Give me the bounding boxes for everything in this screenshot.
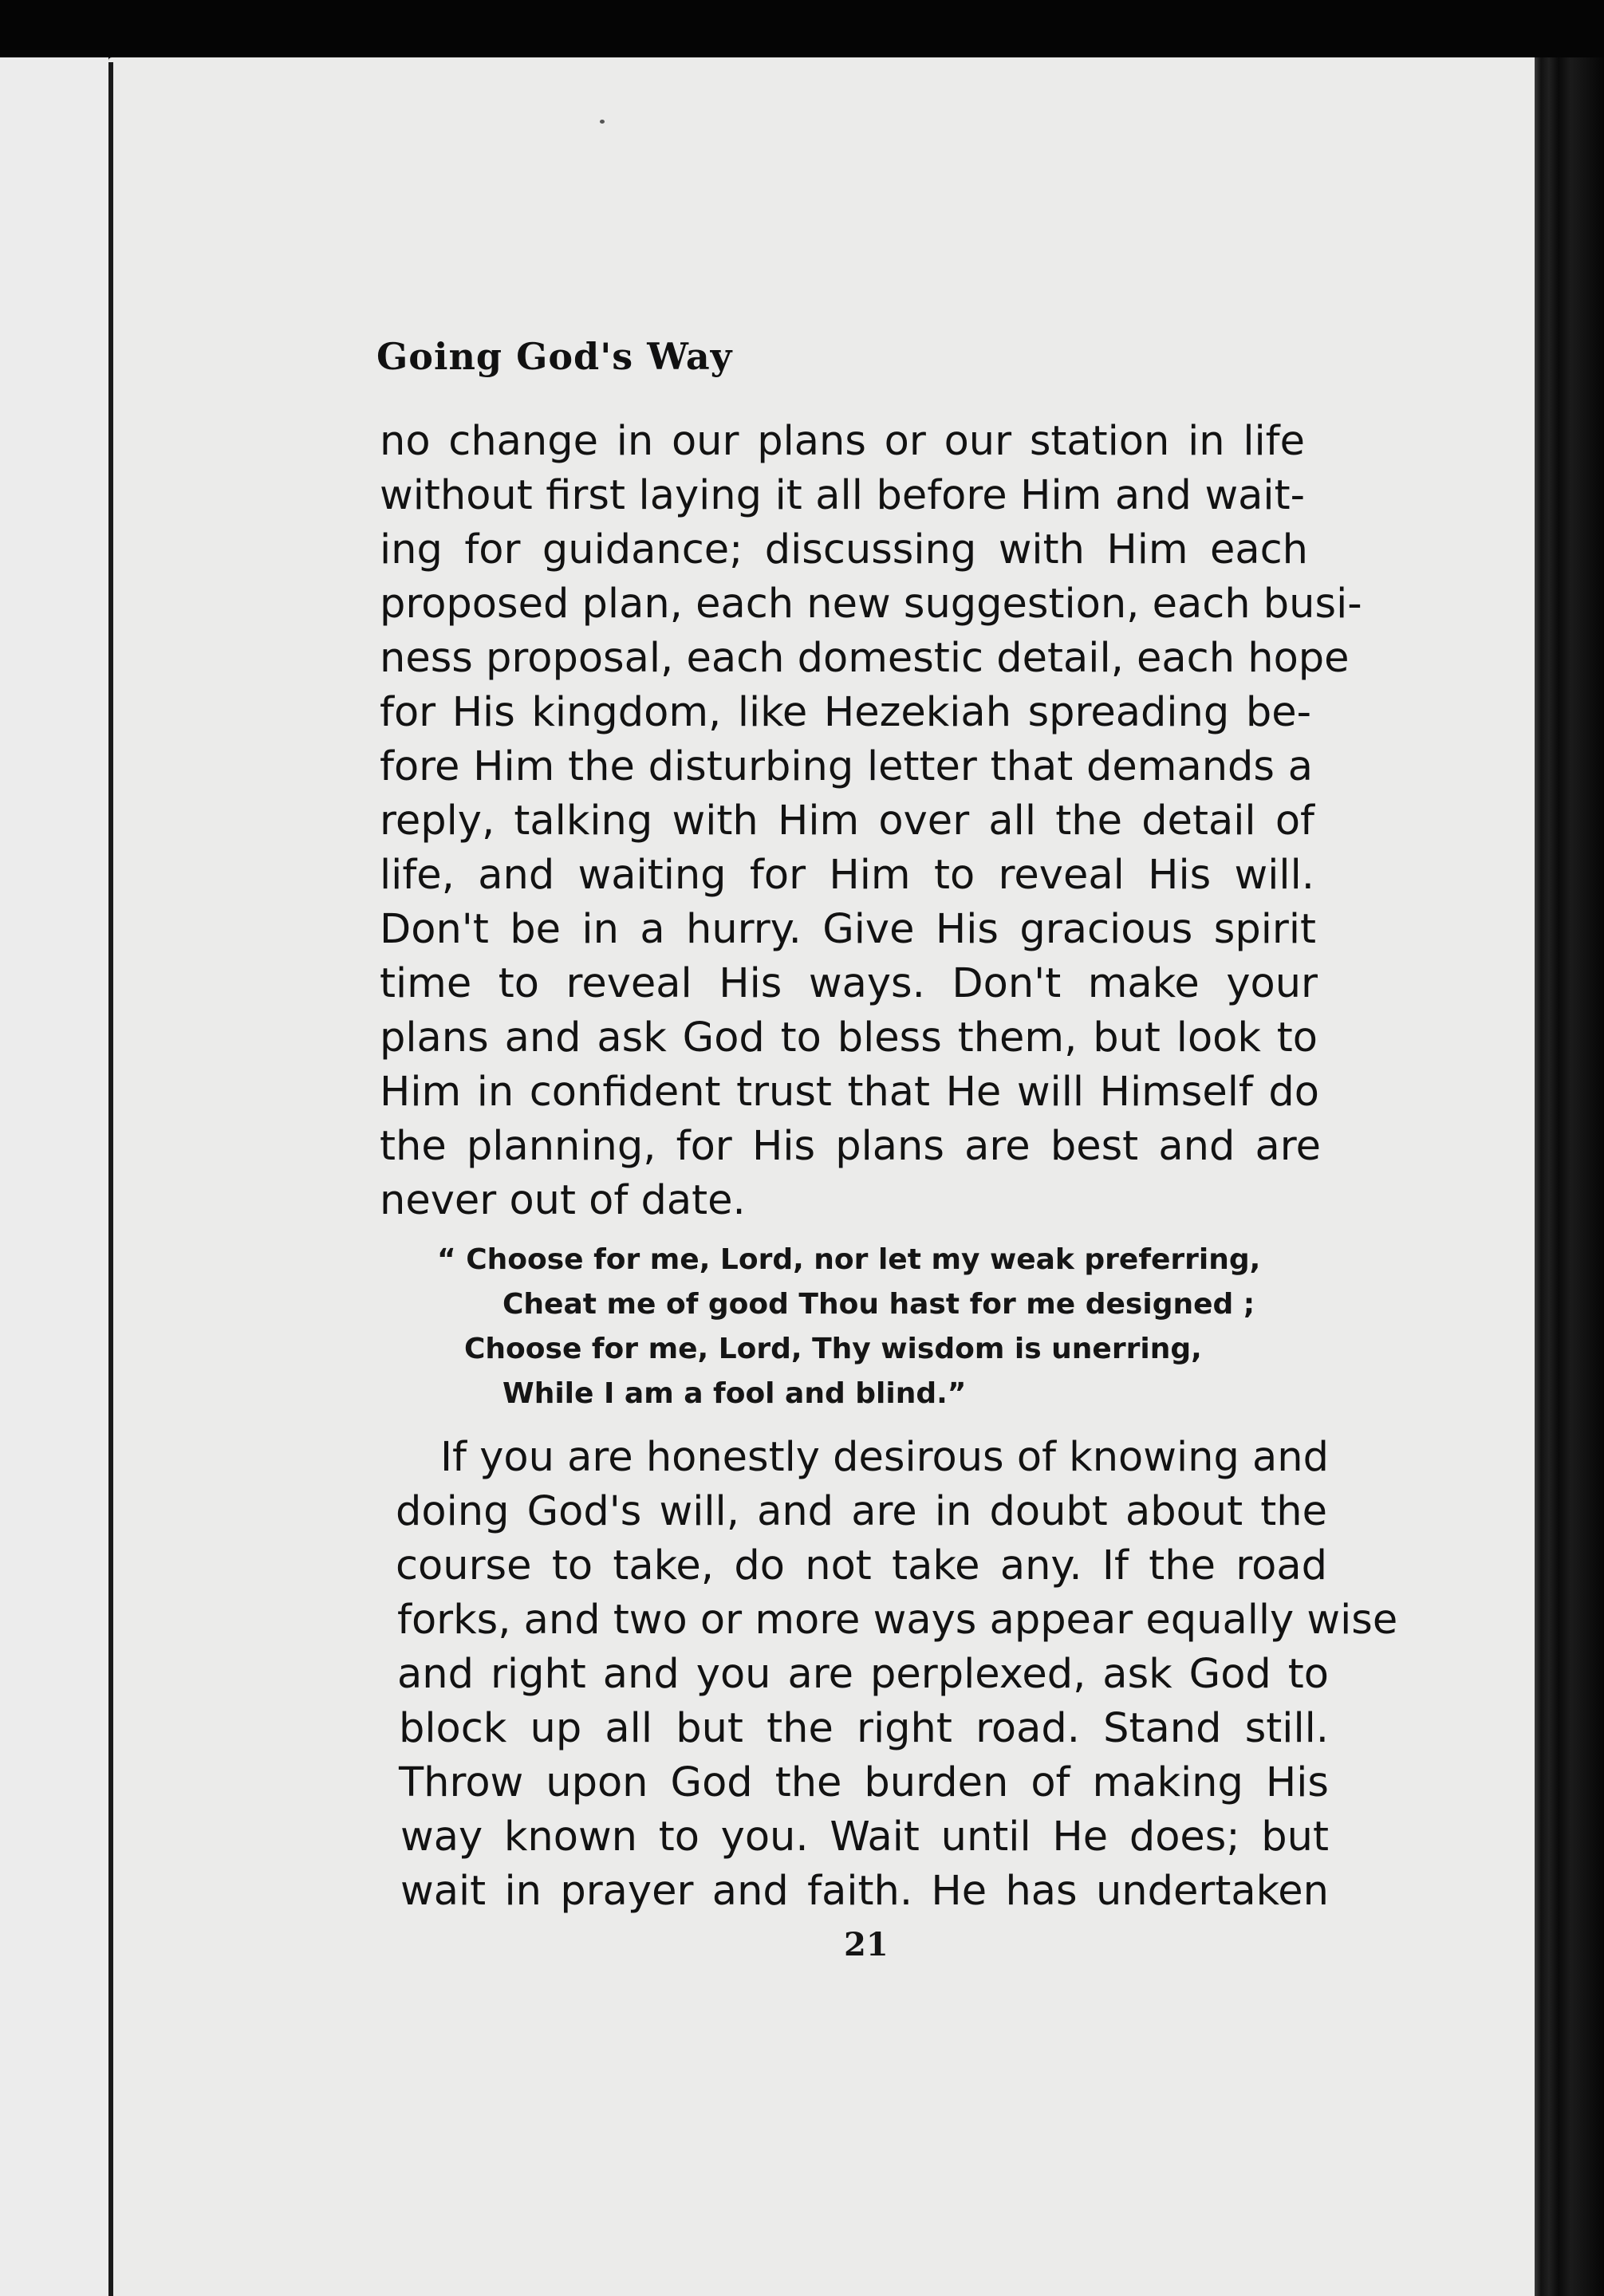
text-line: without first laying it all before Him and wait- xyxy=(380,472,1305,519)
scan-top-border xyxy=(0,0,1604,64)
paper-page xyxy=(108,57,1544,2296)
verse-line: Cheat me of good Thou hast for me designed ; xyxy=(502,1288,1255,1321)
text-line: course to take, do not take any. If the road xyxy=(396,1542,1327,1589)
text-line: and right and you are perplexed, ask God to xyxy=(397,1651,1329,1698)
text-line: ness proposal, each domestic detail, each hope xyxy=(380,635,1350,682)
facing-page-edge xyxy=(0,57,108,2296)
text-line: ing for guidance; discussing with Him each xyxy=(380,526,1308,573)
text-line: block up all but the right road. Stand still. xyxy=(399,1705,1329,1752)
text-line: If you are honestly desirous of knowing and xyxy=(440,1434,1329,1481)
text-line: life, and waiting for Him to reveal His will. xyxy=(380,852,1314,899)
text-line: time to reveal His ways. Don't make your xyxy=(380,960,1318,1007)
text-line: forks, and two or more ways appear equally wise xyxy=(397,1597,1398,1644)
text-line: reply, talking with Him over all the detail of xyxy=(380,797,1314,845)
text-line: no change in our plans or our station in life xyxy=(380,418,1305,465)
page-stack-edge xyxy=(1535,57,1604,2296)
text-line: for His kingdom, like Hezekiah spreading be- xyxy=(380,689,1311,736)
verse-line: While I am a fool and blind.” xyxy=(502,1377,967,1410)
text-line: way known to you. Wait until He does; but xyxy=(400,1814,1329,1861)
text-line: never out of date. xyxy=(380,1177,746,1224)
verse-line: Choose for me, Lord, Thy wisdom is unerring, xyxy=(464,1333,1202,1365)
text-line: doing God's will, and are in doubt about the xyxy=(396,1488,1327,1535)
text-line: Don't be in a hurry. Give His gracious spirit xyxy=(380,906,1316,953)
text-line: Throw upon God the burden of making His xyxy=(399,1759,1329,1806)
binding-gutter-line xyxy=(108,62,113,2296)
running-head: Going God's Way xyxy=(376,335,733,378)
verse-line: “ Choose for me, Lord, nor let my weak preferring, xyxy=(437,1243,1261,1276)
page-number: 21 xyxy=(844,1926,889,1963)
paper-speck xyxy=(600,120,605,124)
text-line: the planning, for His plans are best and are xyxy=(380,1123,1321,1170)
text-line: wait in prayer and faith. He has undertaken xyxy=(400,1868,1329,1915)
text-line: Him in confident trust that He will Himself do xyxy=(380,1069,1319,1116)
text-line: proposed plan, each new suggestion, each busi- xyxy=(380,581,1362,628)
text-line: fore Him the disturbing letter that demands a xyxy=(380,743,1313,790)
text-line: plans and ask God to bless them, but look to xyxy=(380,1014,1318,1061)
